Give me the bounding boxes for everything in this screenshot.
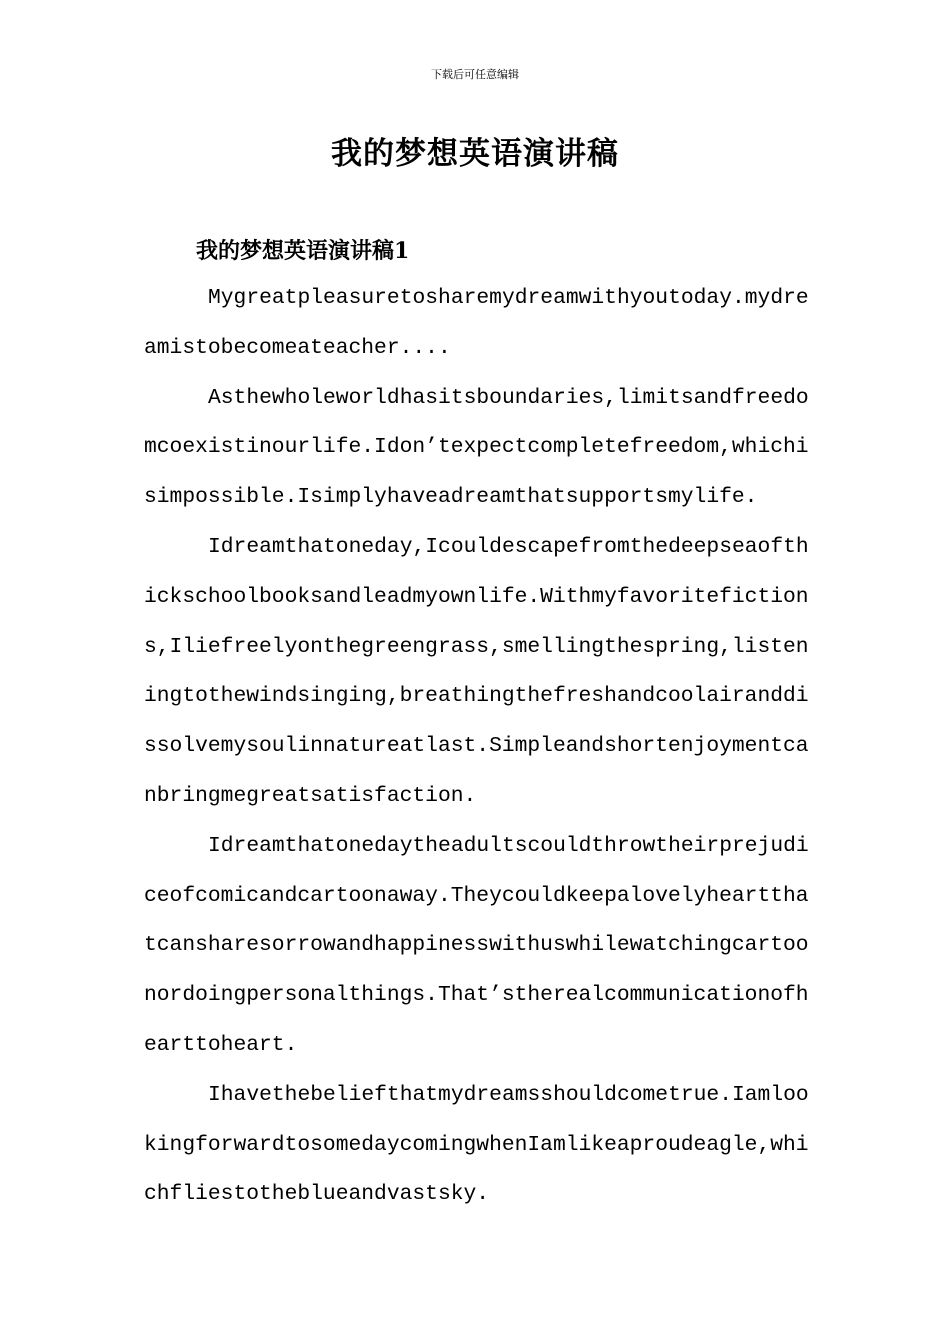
paragraph-1: Mygreatpleasuretosharemydreamwithyoutoday.mydreamistobecomeateacher.... bbox=[144, 286, 809, 360]
speech-body bbox=[144, 274, 814, 1220]
page-header-note: 下载后可任意编辑 bbox=[431, 68, 519, 81]
paragraph-2: Asthewholeworldhasitsboundaries,limitsandfreedomcoexistinourlife.Idon’texpectcompletefreedom,whichisimpossible.Isimplyhaveadreamthatsupportsmylife. bbox=[144, 385, 809, 510]
paragraph-3: Idreamthatoneday,Icouldescapefromthedeepseaofthickschoolbooksandleadmyownlife.Withmyfavoritefictions,Iliefreelyonthegreengrass,smellingthespring,listeningtothewindsinging,breathingthefreshandcoolairanddissolvemysoulinnatureatlast.Simpleandshortenjoymentcanbringmegreatsatisfaction. bbox=[144, 534, 809, 808]
document-title: 我的梦想英语演讲稿 bbox=[331, 136, 619, 172]
paragraph-5: Ihavethebeliefthatmydreamsshouldcometrue.IamlookingforwardtosomedaycomingwhenIamlikeaproudeagle,whichfliestotheblueandvastsky. bbox=[144, 1082, 809, 1207]
section-heading: 我的梦想英语演讲稿1 bbox=[196, 238, 410, 264]
paragraph-4: Idreamthatonedaytheadultscouldthrowtheirprejudiceofcomicandcartoonaway.Theycouldkeepalovelyheartthatcansharesorrowandhappinesswithuswhilewatchingcartoonordoingpersonalthings.That’stherealcommunicationofhearttoheart. bbox=[144, 833, 809, 1057]
